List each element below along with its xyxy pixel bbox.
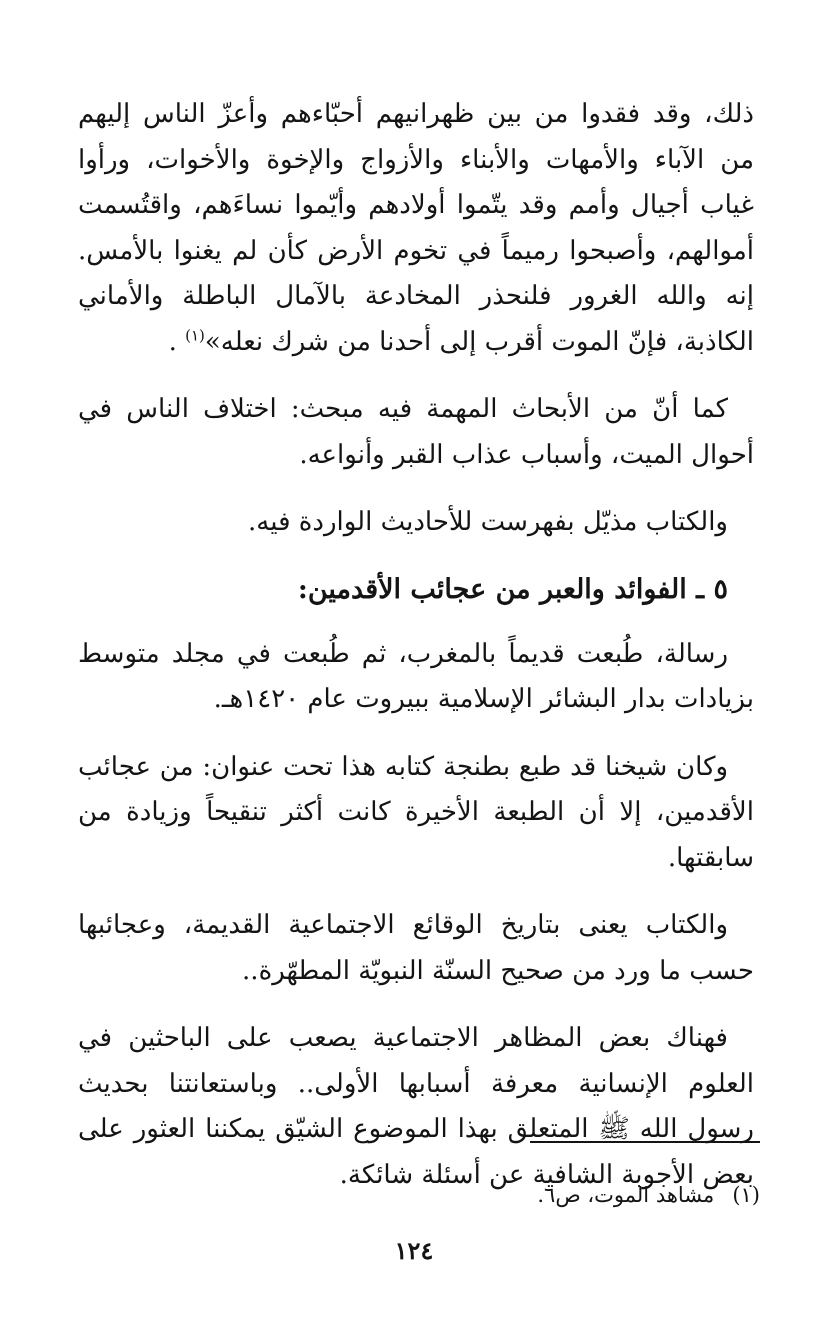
footnote-number: (١) [732,1183,760,1207]
footnote-text: مشاهد الموت، ص٦. [537,1183,715,1207]
section-heading: ٥ ـ الفوائد والعبر من عجائب الأقدمين: [297,573,728,605]
footnote [537,1180,760,1210]
paragraph-book-scope: والكتاب يعنى بتاريخ الوقائع الاجتماعية القديمة، وعجائبها حسب ما ورد من صحيح السنّة النبويّة المطهّرة.. [78,910,754,986]
paragraph-social-phenomena: فهناك بعض المظاهر الاجتماعية يصعب على الباحثين في العلوم الإنسانية معرفة أسبابها الأولى.. وباستعانتنا بحديث رسول الله ﷺ المتعلق بهذا الموضوع الشيّق يمكننا العثور على بعض الأجوبة الشافية عن أسئلة شائكة. [78,1023,754,1190]
paragraph-end-mark: . [168,326,186,357]
paragraph-text: ذلك، وقد فقدوا من بين ظهرانيهم أحبّاءهم وأعزّ الناس إليهم من الآباء والأمهات والأبناء والأزواج والإخوة والأخوات، ورأوا غياب أجيال وأمم وقد يتّموا أولادهم وأيّموا نساءَهم، واقتُسمت أموالهم، وأصبحوا رميماً في تخوم الأرض كأن لم يغنوا بالأمس. إنه والله الغرور فلنحذر المخادعة بالآمال الباطلة والأماني الكاذبة، فإنّ الموت أقرب إلى أحدنا من شرك نعله» [78,99,754,357]
paragraph-tangier-edition: وكان شيخنا قد طبع بطنجة كتابه هذا تحت عنوان: من عجائب الأقدمين، إلا أن الطبعة الأخيرة كانت أكثر تنقيحاً وزيادة من سابقتها. [78,751,754,873]
paragraph-index-note: والكتاب مذيّل بفهرست للأحاديث الواردة فيه. [248,507,728,537]
page-number: ١٢٤ [394,1236,434,1265]
footnote-separator [530,1141,760,1143]
paragraph-quote-end [78,92,754,365]
paragraph-publication: رسالة، طُبعت قديماً بالمغرب، ثم طُبعت في مجلد متوسط بزيادات بدار البشائر الإسلامية ببيروت عام ١٤٢٠هـ. [78,638,754,714]
paragraph-topics: كما أنّ من الأبحاث المهمة فيه مبحث: اختلاف الناس في أحوال الميت، وأسباب عذاب القبر وأنواعه. [78,394,754,470]
footnote-reference[interactable]: (١) [185,325,205,344]
